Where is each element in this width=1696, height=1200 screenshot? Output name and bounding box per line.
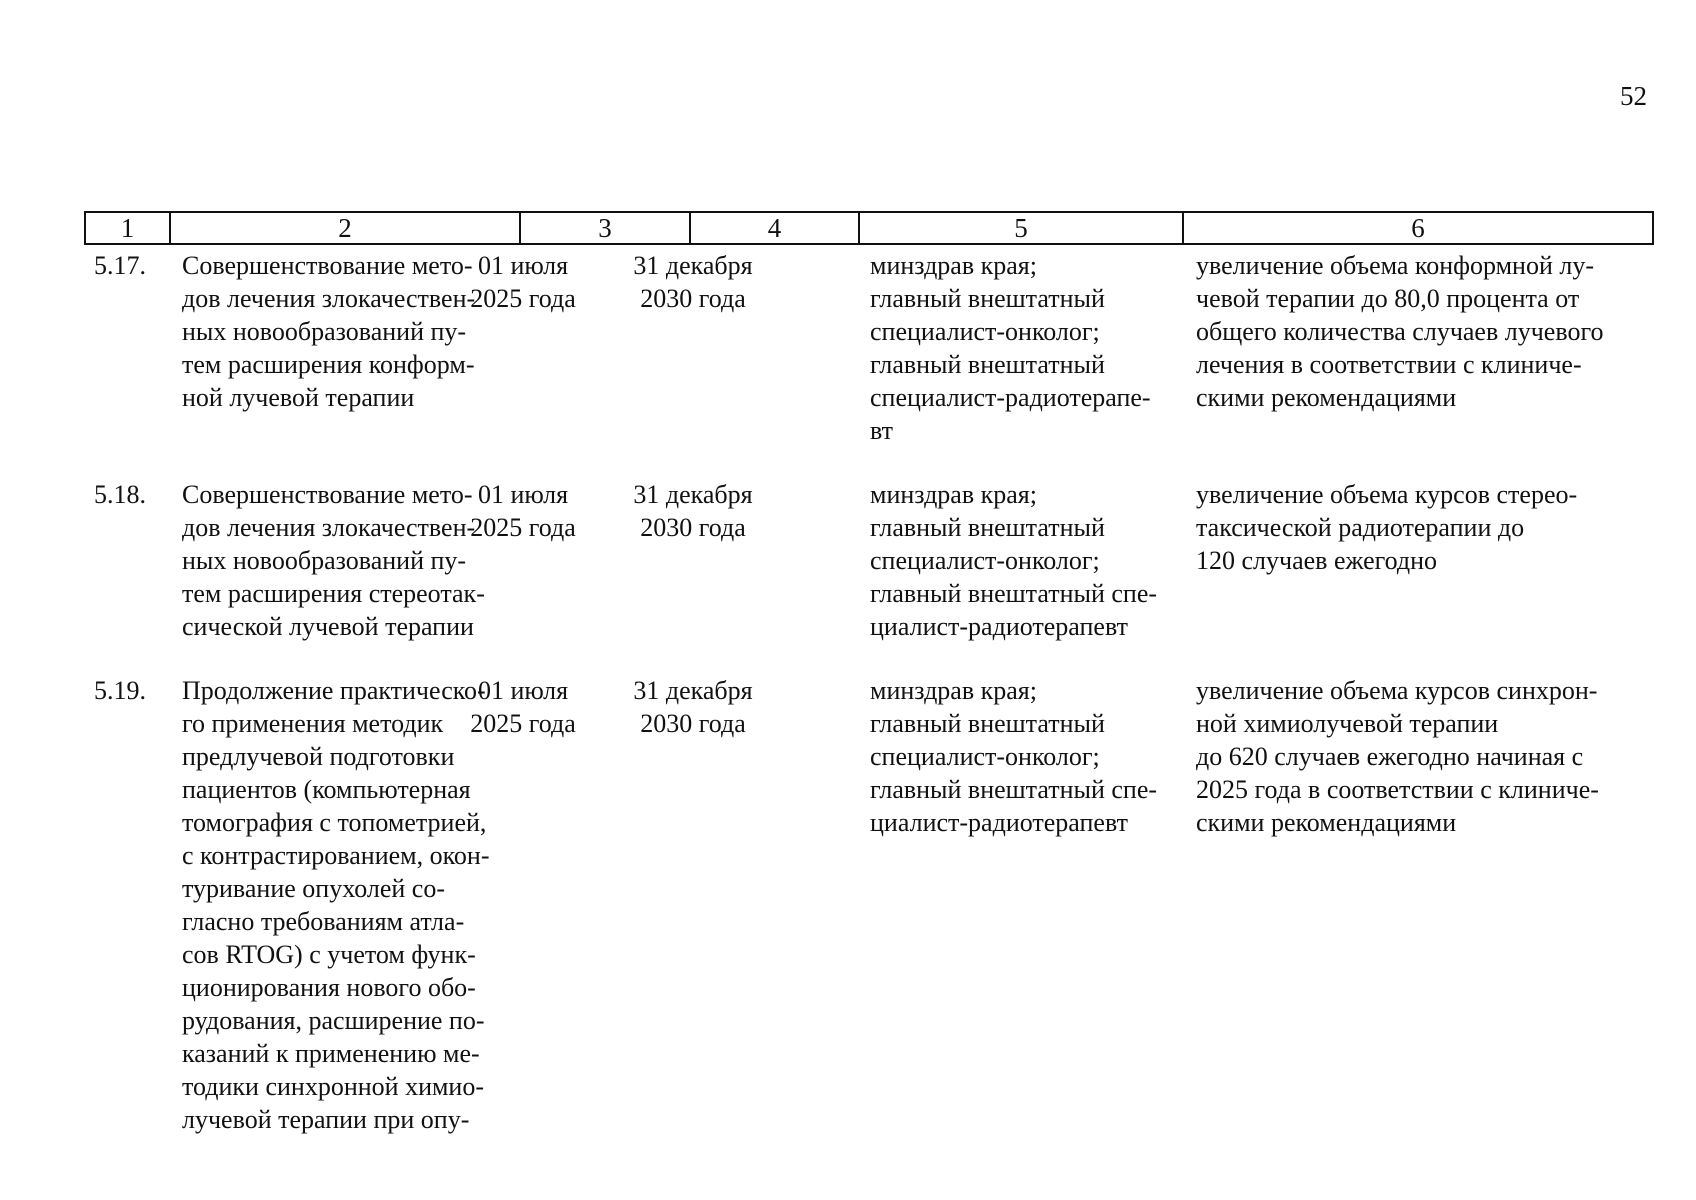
header-col-6: 6 xyxy=(1183,212,1653,244)
end-date: 31 декабря 2030 года xyxy=(633,480,753,542)
task-description: Продолжение практическо- го применения методик предлучевой подготовки пациентов (компьютерная томография с топометрией, с контрастированием, окон- туривание опухолей со- гласно требованиям атла- сов RTOG) с учетом функ- ционирования нового обо- рудования, расширение по- казаний к применению ме- тодики синхронной химио- лучевой терапии при опу- xyxy=(182,676,490,1134)
row-number: 5.19. xyxy=(94,676,146,705)
header-row xyxy=(85,212,1653,244)
start-date: 01 июля 2025 года xyxy=(470,676,576,738)
task-description: Совершенствование мето- дов лечения злокачествен- ных новообразований пу- тем расширения стереотак- сической лучевой терапии xyxy=(182,480,485,641)
start-date: 01 июля 2025 года xyxy=(470,251,576,313)
column-number-header xyxy=(84,211,1654,245)
expected-result: увеличение объема конформной лу- чевой терапии до 80,0 процента от общего количества случаев лучевого лечения в соответствии с клиниче- скими рекомендациями xyxy=(1196,251,1604,412)
expected-result: увеличение объема курсов синхрон- ной химиолучевой терапии до 620 случаев ежегодно начиная с 2025 года в соответствии с клиниче- скими рекомендациями xyxy=(1196,676,1599,837)
responsible-party: минздрав края; главный внештатный специалист-онколог; главный внештатный спе- циалист-радиотерапевт xyxy=(870,480,1158,641)
row-number: 5.17. xyxy=(94,251,146,280)
row-number: 5.18. xyxy=(94,480,146,509)
responsible-party: минздрав края; главный внештатный специалист-онколог; главный внештатный специалист-радиотерапе- вт xyxy=(870,251,1151,445)
end-date: 31 декабря 2030 года xyxy=(633,676,753,738)
end-date: 31 декабря 2030 года xyxy=(633,251,753,313)
header-col-1: 1 xyxy=(85,212,170,244)
task-description: Совершенствование мето- дов лечения злокачествен- ных новообразований пу- тем расширения конформ- ной лучевой терапии xyxy=(182,251,476,412)
start-date: 01 июля 2025 года xyxy=(470,480,576,542)
page-number: 52 xyxy=(1620,81,1647,111)
expected-result: увеличение объема курсов стерео- таксической радиотерапии до 120 случаев ежегодно xyxy=(1196,480,1578,575)
header-col-5: 5 xyxy=(859,212,1183,244)
header-col-3: 3 xyxy=(520,212,690,244)
header-col-4: 4 xyxy=(690,212,859,244)
header-col-2: 2 xyxy=(170,212,520,244)
responsible-party: минздрав края; главный внештатный специалист-онколог; главный внештатный спе- циалист-радиотерапевт xyxy=(870,676,1158,837)
